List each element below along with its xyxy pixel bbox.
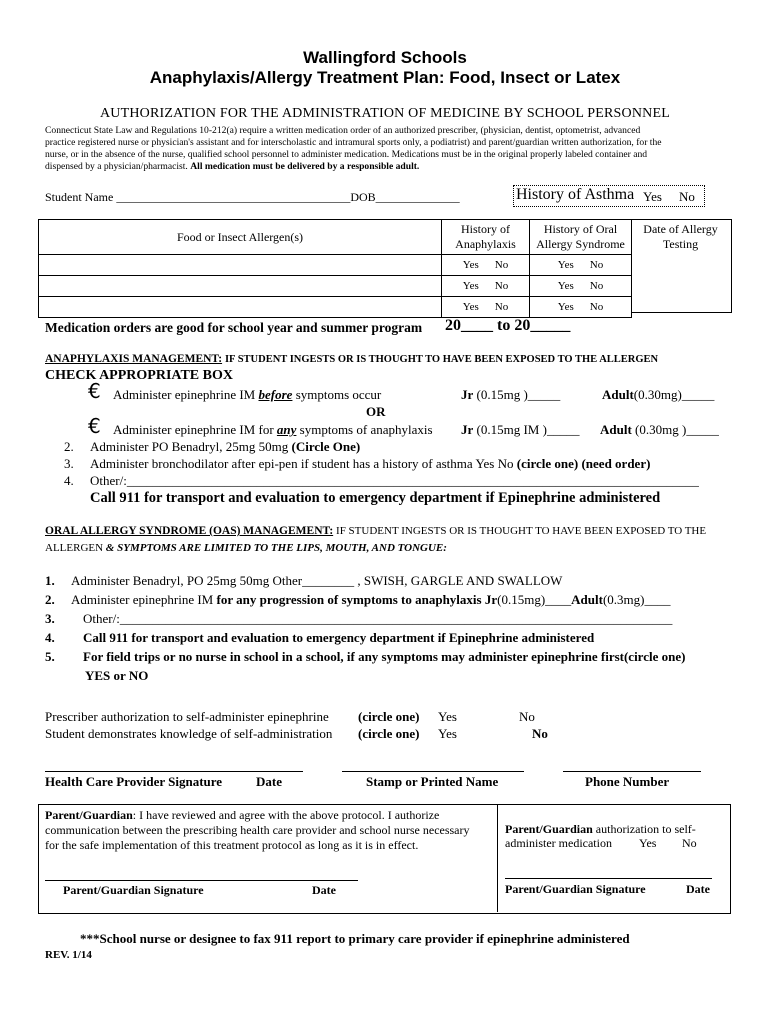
circle-one-label: (circle one): [358, 726, 420, 741]
authorization-heading: AUTHORIZATION FOR THE ADMINISTRATION OF MEDICINE BY SCHOOL PERSONNEL: [100, 106, 670, 121]
parent-signature-label: Parent/Guardian Signature: [63, 883, 204, 897]
orders-label: Medication orders are good for school year and summer program: [45, 320, 423, 335]
asthma-history-label: History of Asthma: [516, 186, 635, 203]
allergen-input[interactable]: [39, 297, 442, 318]
yes-or-no-choice[interactable]: YES or NO: [85, 668, 149, 683]
bronchodilator-item: Administer bronchodilator after epi-pen if student has a history of asthma Yes No (circle one) (need order): [90, 456, 651, 471]
call-911-notice: Call 911 for transport and evaluation to emergency department if Epinephrine administered: [90, 490, 661, 506]
allergen-table: [38, 219, 632, 318]
parent-divider: [497, 804, 498, 912]
oas-history-header: History of Oral Allergy Syndrome: [530, 220, 632, 255]
adult-dose-2[interactable]: Adult (0.30mg )_____: [600, 422, 719, 437]
circle-one-label: (circle one): [358, 709, 420, 724]
item-number: 1.: [45, 573, 55, 588]
epi-any-symptoms: Administer epinephrine IM for any symptoms of anaphylaxis: [113, 422, 433, 437]
revision-label: REV. 1/14: [45, 949, 92, 961]
parent-agreement: Parent/Guardian: I have reviewed and agree with the above protocol. I authorize: [45, 808, 440, 822]
anaphylaxis-heading: ANAPHYLAXIS MANAGEMENT:: [45, 353, 223, 365]
provider-signature-line[interactable]: [45, 771, 303, 772]
parent-self-admin-auth-line2: administer medication: [505, 836, 612, 850]
prescriber-yes[interactable]: Yes: [438, 709, 457, 724]
checkbox-any-symptoms[interactable]: €: [88, 414, 101, 438]
jr-dose-2[interactable]: Jr (0.15mg IM )_____: [461, 422, 580, 437]
allergen-header: Food or Insect Allergen(s): [39, 220, 442, 255]
parent-signature-line[interactable]: [45, 880, 358, 881]
item-number: 5.: [45, 649, 55, 664]
allergen-input[interactable]: [39, 255, 442, 276]
phone-line[interactable]: [563, 771, 701, 772]
field-trip-item: For field trips or no nurse in school in a school, if any symptoms may administer epinephrine first(circle one): [83, 649, 686, 664]
parent-auth-no[interactable]: No: [682, 836, 697, 850]
student-name-dob-field[interactable]: Student Name _______________________________________DOB______________: [45, 190, 460, 204]
other-field-1[interactable]: Other/:________________________________________________________________________________________: [90, 473, 699, 488]
oas-yn[interactable]: Yes No: [530, 297, 632, 318]
student-knowledge-label: Student demonstrates knowledge of self-administration: [45, 726, 333, 741]
parent-date-label-2: Date: [686, 882, 710, 896]
item-number: 2.: [64, 439, 74, 454]
parent-signature-label-2: Parent/Guardian Signature: [505, 882, 646, 896]
orders-date-range[interactable]: 20____ to 20_____: [445, 317, 571, 334]
school-name: Wallingford Schools: [303, 48, 467, 67]
parent-agreement-line3: for the safe implementation of this treatment protocol as long as it is in effect.: [45, 838, 419, 852]
stamp-line[interactable]: [342, 771, 524, 772]
prescriber-self-admin-label: Prescriber authorization to self-administer epinephrine: [45, 709, 329, 724]
item-number: 2.: [45, 592, 55, 607]
prescriber-no[interactable]: No: [519, 709, 535, 724]
anaphylaxis-yn[interactable]: Yes No: [442, 276, 530, 297]
anaphylaxis-yn[interactable]: Yes No: [442, 297, 530, 318]
phone-label: Phone Number: [585, 774, 670, 789]
item-number: 3.: [45, 611, 55, 626]
checkbox-before-symptoms[interactable]: €: [88, 379, 101, 403]
parent-self-admin-auth: Parent/Guardian authorization to self-: [505, 822, 696, 836]
fax-notice: ***School nurse or designee to fax 911 report to primary care provider if epinephrine administered: [80, 931, 630, 946]
or-separator: OR: [366, 404, 386, 419]
oas-heading-line: [45, 525, 706, 537]
item-number: 4.: [45, 630, 55, 645]
oas-call-911: Call 911 for transport and evaluation to emergency department if Epinephrine administered: [83, 630, 595, 645]
anaphylaxis-yn[interactable]: Yes No: [442, 255, 530, 276]
item-number: 3.: [64, 456, 74, 471]
anaphylaxis-history-header: History of Anaphylaxis: [442, 220, 530, 255]
provider-date-label: Date: [256, 774, 282, 789]
epi-before-symptoms: Administer epinephrine IM before symptoms occur: [113, 387, 382, 402]
form-title: Anaphylaxis/Allergy Treatment Plan: Food, Insect or Latex: [149, 68, 621, 87]
allergy-testing-header: Date of Allergy Testing: [643, 222, 718, 251]
student-yes[interactable]: Yes: [438, 726, 457, 741]
item-number: 4.: [64, 473, 74, 488]
check-box-instruction: CHECK APPROPRIATE BOX: [45, 368, 233, 383]
parent-auth-yes[interactable]: Yes: [639, 836, 657, 850]
asthma-no[interactable]: No: [679, 189, 695, 204]
allergen-input[interactable]: [39, 276, 442, 297]
student-no[interactable]: No: [532, 726, 548, 741]
adult-dose-1[interactable]: Adult(0.30mg)_____: [602, 387, 715, 402]
asthma-yes[interactable]: Yes: [643, 189, 662, 204]
jr-dose-1[interactable]: Jr (0.15mg )_____: [461, 387, 561, 402]
benadryl-item: Administer PO Benadryl, 25mg 50mg (Circle One): [90, 439, 361, 454]
oas-heading: ORAL ALLERGY SYNDROME (OAS) MANAGEMENT:: [45, 525, 334, 537]
oas-condition-2: ALLERGEN & SYMPTOMS ARE LIMITED TO THE LIPS, MOUTH, AND TONGUE:: [45, 542, 447, 554]
oas-benadryl-item: Administer Benadryl, PO 25mg 50mg Other________ , SWISH, GARGLE AND SWALLOW: [71, 573, 563, 588]
legal-bold-note: All medication must be delivered by a responsible adult.: [190, 161, 420, 172]
oas-yn[interactable]: Yes No: [530, 276, 632, 297]
anaphylaxis-heading-line: [45, 353, 658, 365]
anaphylaxis-condition: IF STUDENT INGESTS OR IS THOUGHT TO HAVE BEEN EXPOSED TO THE ALLERGEN: [224, 354, 659, 365]
oas-epinephrine-item: Administer epinephrine IM for any progression of symptoms to anaphylaxis Jr(0.15mg)____Adult(0.3mg)____: [71, 592, 671, 607]
oas-yn[interactable]: Yes No: [530, 255, 632, 276]
parent-date-label: Date: [312, 883, 336, 897]
other-field-2[interactable]: Other/:_____________________________________________________________________________________: [83, 611, 673, 626]
provider-signature-label: Health Care Provider Signature: [45, 774, 223, 789]
oas-condition: IF STUDENT INGESTS OR IS THOUGHT TO HAVE BEEN EXPOSED TO THE: [336, 525, 707, 537]
stamp-label: Stamp or Printed Name: [366, 774, 499, 789]
parent-signature-line-2[interactable]: [505, 878, 712, 879]
parent-agreement-line2: communication between the prescribing health care provider and school nurse necessary: [45, 823, 470, 837]
